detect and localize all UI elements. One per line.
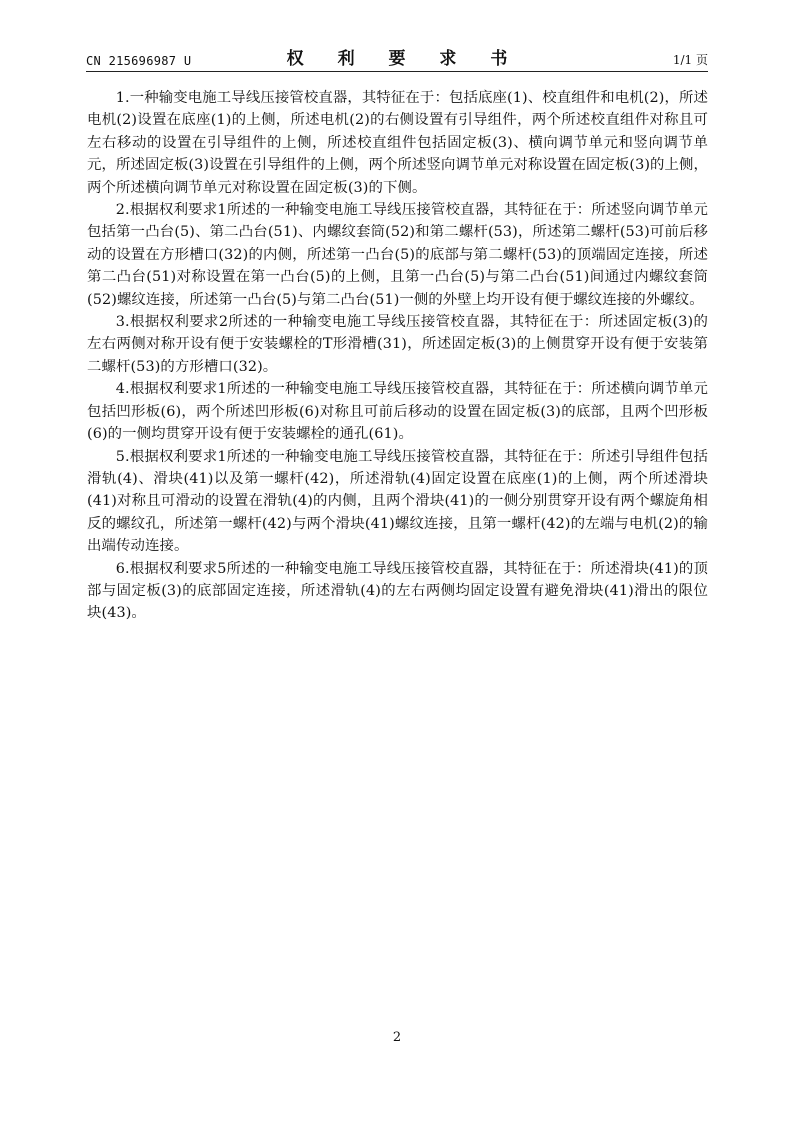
claim-3: 3.根据权利要求2所述的一种输变电施工导线压接管校直器，其特征在于：所述固定板(3)的左右两侧对称开设有便于安装螺栓的T形滑槽(31)，所述固定板(3)的上侧贯穿开设有便于安装第二螺杆(53)的方形槽口(32)。 (87, 314, 708, 375)
header-divider (86, 71, 708, 72)
page-indicator: 1/1 页 (672, 53, 708, 67)
claim-2: 2.根据权利要求1所述的一种输变电施工导线压接管校直器，其特征在于：所述竖向调节单元包括第一凸台(5)、第二凸台(51)、内螺纹套筒(52)和第二螺杆(53)，所述第二螺杆(53)可前后移动的设置在方形槽口(32)的内侧，所述第一凸台(5)的底部与第二螺杆(53)的顶端固定连接，所述第二凸台(51)对称设置在第一凸台(5)的上侧，且第一凸台(5)与第二凸台(51)间通过内螺纹套筒(52)螺纹连接，所述第一凸台(5)与第二凸台(51)一侧的外壁上均开设有便于螺纹连接的外螺纹。 (87, 202, 708, 308)
page-header (86, 46, 708, 72)
page-number: 2 (392, 1030, 402, 1045)
document-title: 权 利 要 求 书 (286, 49, 522, 69)
claim-6: 6.根据权利要求5所述的一种输变电施工导线压接管校直器，其特征在于：所述滑块(41)的顶部与固定板(3)的底部固定连接，所述滑轨(4)的左右两侧均固定设置有避免滑块(41)滑出的限位块(43)。 (87, 560, 708, 622)
claims-body (87, 87, 708, 625)
claim-1: 1.一种输变电施工导线压接管校直器，其特征在于：包括底座(1)、校直组件和电机(2)，所述电机(2)设置在底座(1)的上侧，所述电机(2)的右侧设置有引导组件，两个所述校直组件对称且可左右移动的设置在引导组件的上侧，所述校直组件包括固定板(3)、横向调节单元和竖向调节单元，所述固定板(3)设置在引导组件的上侧，两个所述竖向调节单元对称设置在固定板(3)的上侧，两个所述横向调节单元对称设置在固定板(3)的下侧。 (87, 90, 708, 196)
claim-5: 5.根据权利要求1所述的一种输变电施工导线压接管校直器，其特征在于：所述引导组件包括滑轨(4)、滑块(41)以及第一螺杆(42)，所述滑轨(4)固定设置在底座(1)的上侧，两个所述滑块(41)对称且可滑动的设置在滑轨(4)的内侧，且两个滑块(41)的一侧分别贯穿开设有两个螺旋角相反的螺纹孔，所述第一螺杆(42)与两个滑块(41)螺纹连接，且第一螺杆(42)的左端与电机(2)的输出端传动连接。 (87, 448, 708, 555)
patent-number: CN 215696987 U (86, 54, 192, 68)
claim-4: 4.根据权利要求1所述的一种输变电施工导线压接管校直器，其特征在于：所述横向调节单元包括凹形板(6)，两个所述凹形板(6)对称且可前后移动的设置在固定板(3)的底部，且两个凹形板(6)的一侧均贯穿开设有便于安装螺栓的通孔(61)。 (87, 381, 708, 443)
